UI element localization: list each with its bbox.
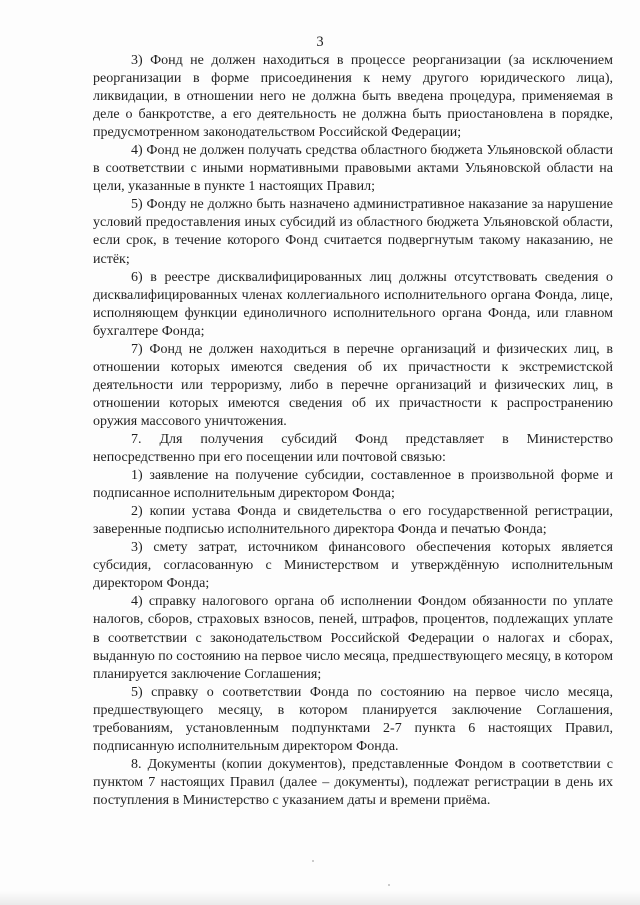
scan-bottom-edge: [0, 891, 640, 905]
paragraph-condition-4: 4) Фонд не должен получать средства областного бюджета Ульяновской области в соответствии с иными нормативными правовыми актами Ульяновской области на цели, указанные в пункте 1 настоящих Правил;: [93, 143, 613, 195]
paragraph-condition-3: 3) Фонд не должен находиться в процессе реорганизации (за исключением реорганизации в форме присоединения к нему другого юридического лица), ликвидации, в отношении него не должна быть введена процедура, применяемая в деле о банкротстве, а его деятельность не должна быть приостановлена в порядке, предусмотренном законодательством Российской Федерации;: [93, 53, 613, 141]
page-number: 3: [316, 34, 324, 50]
scan-speck: [388, 884, 390, 886]
paragraph-document-2: 2) копии устава Фонда и свидетельства о его государственной регистрации, заверенные подписью исполнительного директора Фонда и печатью Фонда;: [93, 504, 613, 538]
paragraph-document-1: 1) заявление на получение субсидии, составленное в произвольной форме и подписанное исполнительным директором Фонда;: [93, 468, 613, 502]
paragraph-section-7: 7. Для получения субсидий Фонд представляет в Министерство непосредственно при его посещении или почтовой связью:: [93, 431, 613, 466]
paragraph-condition-7: 7) Фонд не должен находиться в перечне организаций и физических лиц, в отношении которых имеются сведения об их причастности к экстремистской деятельности или терроризму, либо в перечне организаций и физических лиц, в отношении которых имеются сведения об их причастности к распространению оружия массового уничтожения.: [93, 341, 613, 429]
paragraph-document-5: 5) справку о соответствии Фонда по состоянию на первое число месяца, предшествующего месяцу, в котором планируется заключение Соглашения, требованиям, установленным подпунктами 2-7 пункта 6 настоящих Правил, подписанную исполнительным директором Фонда.: [93, 684, 613, 754]
paragraph-document-4: 4) справку налогового органа об исполнении Фондом обязанности по уплате налогов, сборов, страховых взносов, пеней, штрафов, процентов, подлежащих уплате в соответствии с законодательством Российской Федерации о налогах и сборах, выданную по состоянию на первое число месяца, предшествующего месяцу, в котором планируется заключение Соглашения;: [93, 594, 613, 682]
paragraph-section-8: 8. Документы (копии документов), представленные Фондом в соответствии с пунктом 7 настоящих Правил (далее – документы), подлежат регистрации в день их поступления в Министерство с указанием даты и времени приёма.: [93, 756, 613, 808]
paragraph-condition-6: 6) в реестре дисквалифицированных лиц должны отсутствовать сведения о дисквалифицированных членах коллегиального исполнительного органа Фонда, лице, исполняющем функции единоличного исполнительного органа Фонда, или главном бухгалтере Фонда;: [93, 269, 613, 339]
document-body: [93, 52, 613, 810]
paragraph-document-3: 3) смету затрат, источником финансового обеспечения которых является субсидия, согласованную с Министерством и утверждённую исполнительным директором Фонда;: [93, 540, 613, 592]
paragraph-condition-5: 5) Фонду не должно быть назначено административное наказание за нарушение условий предоставления иных субсидий из областного бюджета Ульяновской области, если срок, в течение которого Фонд считается подвергнутым такому наказанию, не истёк;: [93, 197, 613, 267]
scan-speck: [312, 860, 314, 862]
